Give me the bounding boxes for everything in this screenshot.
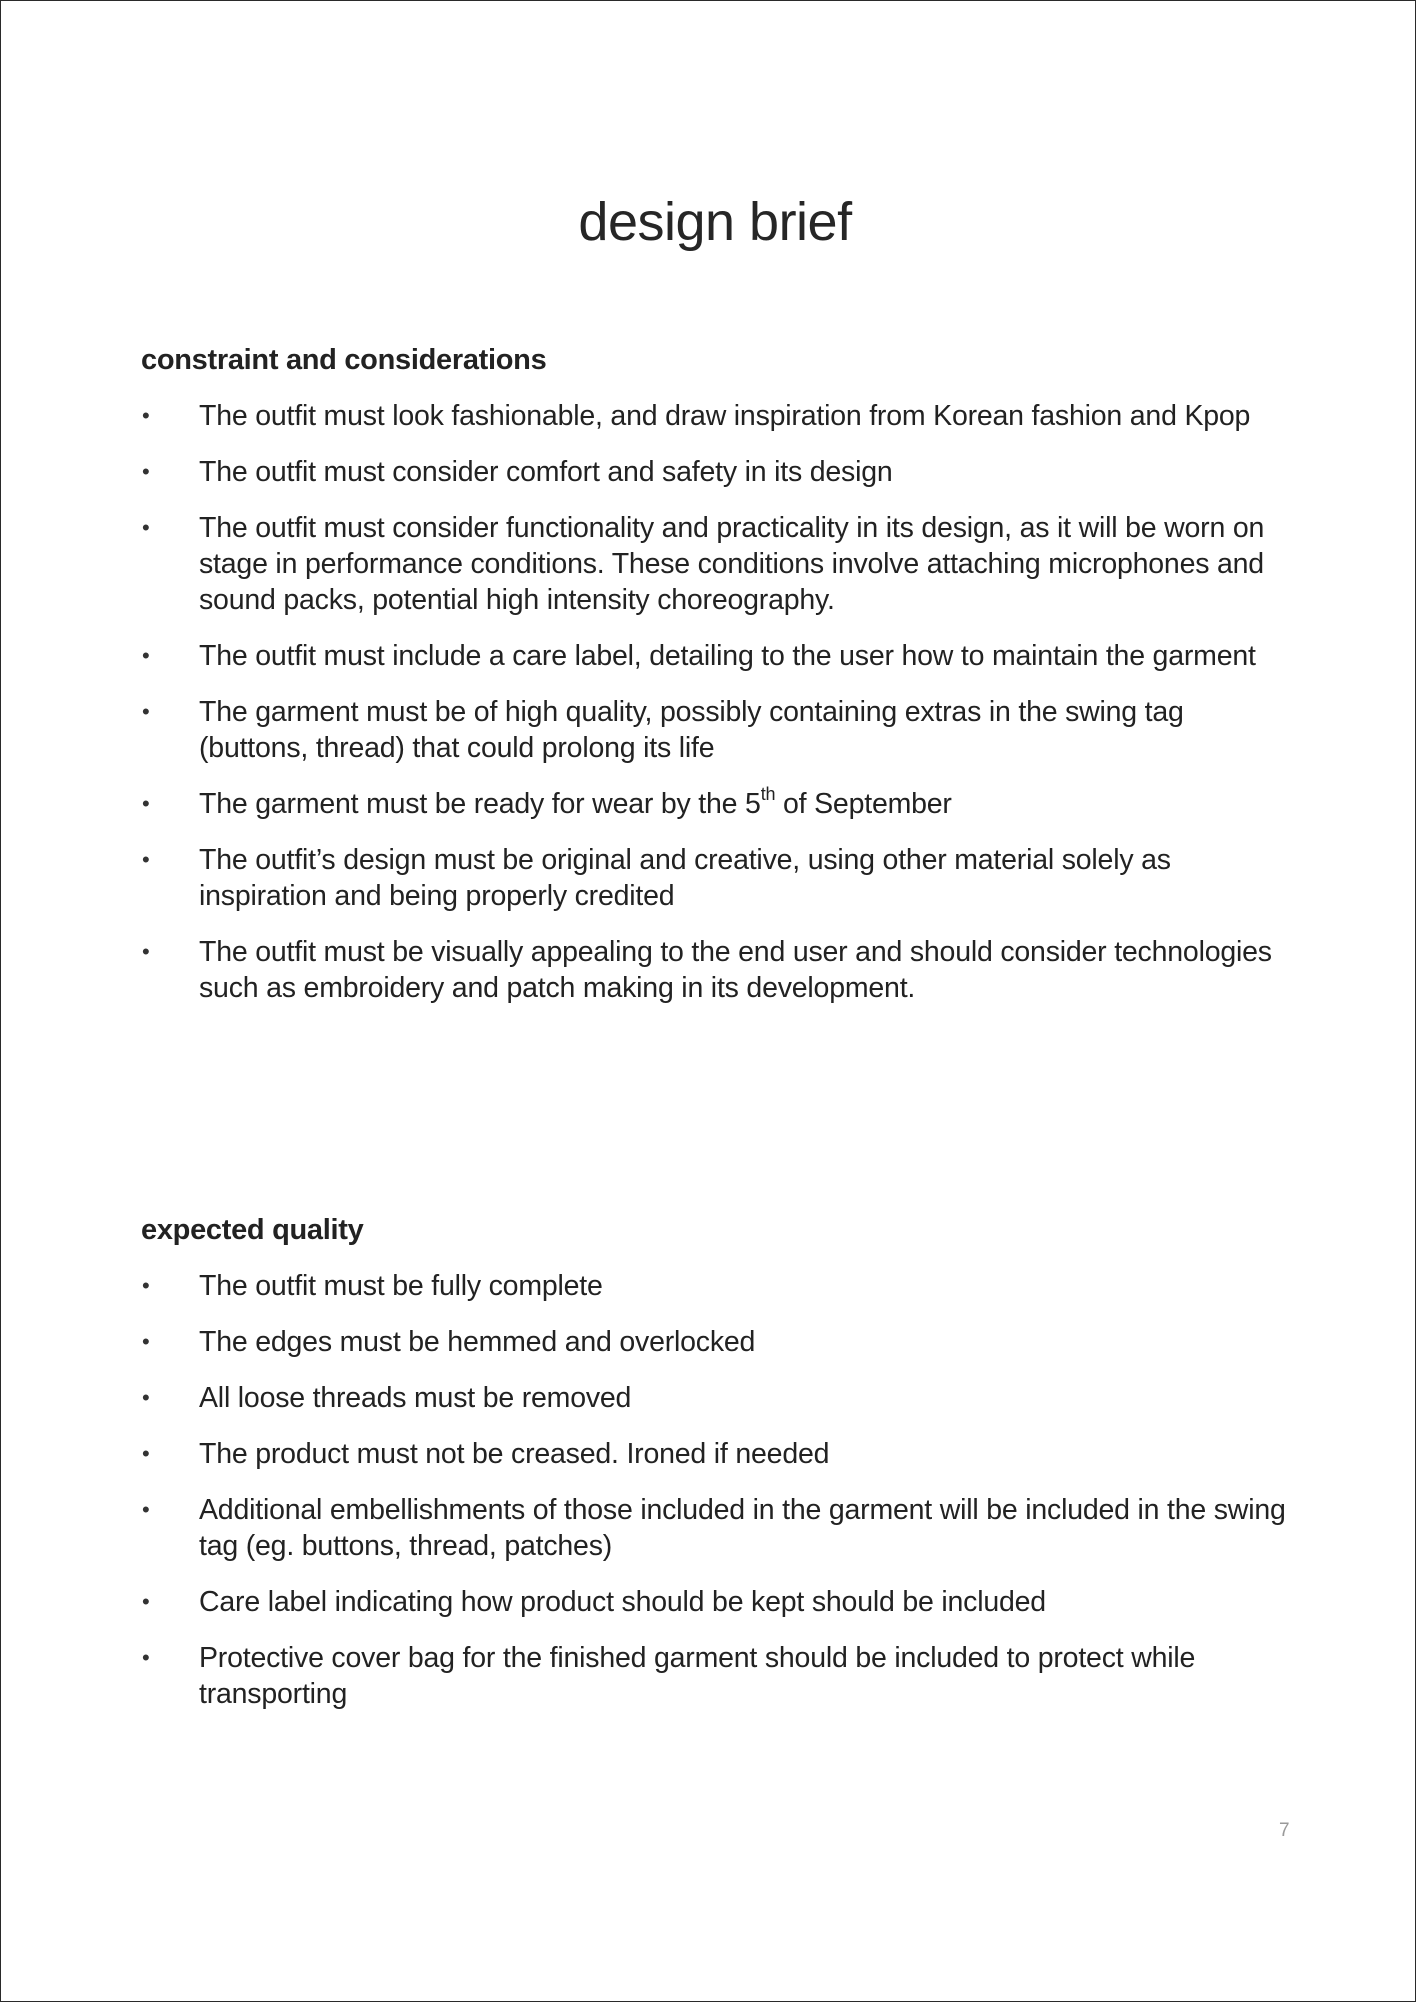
bullet-icon: • bbox=[142, 699, 150, 724]
list-item bbox=[141, 783, 1291, 822]
constraints-heading: constraint and considerations bbox=[141, 344, 547, 376]
list-item-text: The outfit must look fashionable, and draw inspiration from Korean fashion and Kpop bbox=[199, 400, 1251, 432]
list-item-text: The product must not be creased. Ironed if needed bbox=[199, 1438, 830, 1470]
list-item-text: The outfit must include a care label, detailing to the user how to maintain the garment bbox=[199, 640, 1256, 672]
list-item-text: The edges must be hemmed and overlocked bbox=[199, 1326, 756, 1358]
list-item bbox=[141, 1640, 1291, 1712]
bullet-icon: • bbox=[142, 515, 150, 540]
list-item-text: The garment must be of high quality, possibly containing extras in the swing tag (buttons, thread) that could prolong its life bbox=[199, 696, 1184, 764]
page-number: 7 bbox=[1279, 1820, 1290, 1841]
list-item-text: The garment must be ready for wear by the 5th of September bbox=[199, 783, 952, 820]
list-item-text: The outfit must be visually appealing to the end user and should consider technologies such as embroidery and patch making in its development. bbox=[199, 936, 1272, 1004]
bullet-icon: • bbox=[142, 1497, 150, 1522]
bullet-icon: • bbox=[142, 1589, 150, 1614]
list-item bbox=[141, 842, 1291, 914]
list-item-text: Additional embellishments of those included in the garment will be included in the swing tag (eg. buttons, thread, patches) bbox=[199, 1494, 1286, 1562]
list-item-text: Care label indicating how product should be kept should be included bbox=[199, 1586, 1046, 1618]
bullet-icon: • bbox=[142, 643, 150, 668]
bullet-icon: • bbox=[142, 791, 150, 816]
list-item-text: All loose threads must be removed bbox=[199, 1382, 632, 1414]
bullet-icon: • bbox=[142, 939, 150, 964]
bullet-icon: • bbox=[142, 847, 150, 872]
bullet-icon: • bbox=[142, 403, 150, 428]
quality-heading: expected quality bbox=[141, 1214, 364, 1246]
list-item-text: The outfit must consider comfort and safety in its design bbox=[199, 456, 893, 488]
bullet-icon: • bbox=[142, 1441, 150, 1466]
list-item-text: Protective cover bag for the finished garment should be included to protect while transporting bbox=[199, 1642, 1196, 1710]
list-item bbox=[141, 1436, 1291, 1472]
bullet-icon: • bbox=[142, 1645, 150, 1670]
list-item bbox=[141, 1584, 1291, 1620]
list-item-text: The outfit must consider functionality and practicality in its design, as it will be worn on stage in performance conditions. These conditions involve attaching microphones and sound packs, potential high intensity choreography. bbox=[199, 512, 1265, 616]
list-item bbox=[141, 934, 1291, 1006]
constraints-list bbox=[141, 398, 1291, 1026]
quality-list bbox=[141, 1268, 1291, 1732]
bullet-icon: • bbox=[142, 1329, 150, 1354]
list-item bbox=[141, 1324, 1291, 1360]
list-item bbox=[141, 398, 1291, 434]
list-item-text: The outfit’s design must be original and creative, using other material solely as inspiration and being properly credited bbox=[199, 844, 1171, 912]
page-title: design brief bbox=[578, 192, 852, 252]
list-item bbox=[141, 694, 1291, 766]
list-item bbox=[141, 1268, 1291, 1304]
list-item bbox=[141, 1380, 1291, 1416]
list-item bbox=[141, 510, 1291, 618]
list-item bbox=[141, 454, 1291, 490]
list-item bbox=[141, 1492, 1291, 1564]
bullet-icon: • bbox=[142, 1385, 150, 1410]
list-item-text: The outfit must be fully complete bbox=[199, 1270, 603, 1302]
bullet-icon: • bbox=[142, 1273, 150, 1298]
list-item bbox=[141, 638, 1291, 674]
bullet-icon: • bbox=[142, 459, 150, 484]
